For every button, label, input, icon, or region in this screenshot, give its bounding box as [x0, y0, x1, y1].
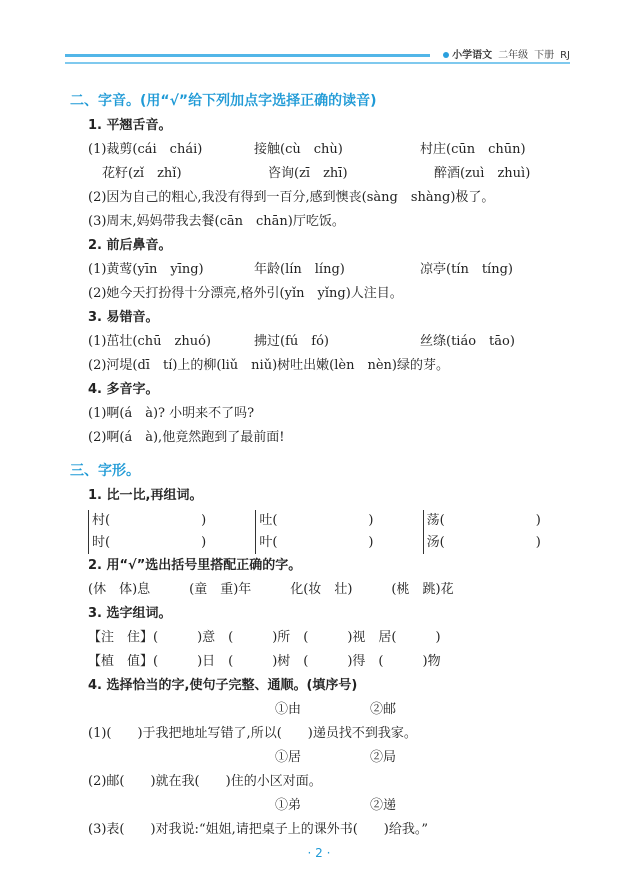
option: ②局: [370, 750, 397, 765]
compare-word: 时( ): [92, 535, 207, 550]
compare-word: 荡( ): [426, 513, 541, 528]
exercise-item: 凉亭(tín tíng): [420, 262, 513, 277]
compare-group: [70, 510, 590, 554]
bullet-dot-icon: [443, 52, 449, 58]
header-grade: 二年级: [498, 50, 529, 61]
sub-title-polyphone: 4. 多音字。: [88, 382, 159, 397]
section-glyph-title: 三、字形。: [70, 463, 140, 479]
worksheet-content: [70, 88, 590, 842]
exercise-item: 花籽(zǐ zhǐ): [102, 166, 182, 181]
option: ②递: [370, 798, 397, 813]
exercise-item: 醉酒(zuì zhuì): [434, 166, 531, 181]
exercise-line: (2)邮( )就在我( )住的小区对面。: [88, 774, 322, 789]
option: ①由: [275, 702, 302, 717]
exercise-row: [70, 162, 590, 186]
header-subject: 小学语文: [452, 50, 493, 61]
exercise-item: (1)茁壮(chū zhuó): [88, 334, 212, 349]
compare-pair: [423, 510, 590, 554]
option: ②邮: [370, 702, 397, 717]
compare-word: 叶( ): [259, 535, 374, 550]
page-header: [65, 42, 570, 72]
header-bar-bottom: [65, 62, 570, 64]
option-row: [70, 746, 590, 770]
sub-title-compare: 1. 比一比,再组词。: [88, 488, 203, 503]
exercise-line: (3)表( )对我说:“姐姐,请把桌子上的课外书( )给我。”: [88, 822, 429, 837]
header-meta: [437, 46, 570, 61]
option-row: [70, 698, 590, 722]
exercise-line: (2)啊(á à),他竟然跑到了最前面!: [88, 430, 285, 445]
exercise-item: 接触(cù chù): [254, 142, 343, 157]
exercise-item: (1)黄莺(yīn yīng): [88, 262, 204, 277]
compare-word: 吐( ): [259, 513, 374, 528]
compare-word: 汤( ): [426, 535, 541, 550]
exercise-line: 【注 住】( )意 ( )所 ( )视 居( ): [88, 630, 441, 645]
exercise-line: (3)周末,妈妈带我去餐(cān chān)厅吃饭。: [88, 214, 345, 229]
option: ①居: [275, 750, 302, 765]
exercise-line: (1)( )于我把地址写错了,所以( )递员找不到我家。: [88, 726, 417, 741]
exercise-item: 拂过(fú fó): [254, 334, 329, 349]
exercise-item: 咨询(zī zhī): [268, 166, 348, 181]
compare-word: 村( ): [92, 513, 207, 528]
sub-title-nasal: 2. 前后鼻音。: [88, 238, 172, 253]
sub-title-error-prone: 3. 易错音。: [88, 310, 159, 325]
exercise-item: 丝绦(tiáo tāo): [420, 334, 515, 349]
exercise-row: [70, 138, 590, 162]
compare-pair: [255, 510, 422, 554]
compare-pair: [88, 510, 255, 554]
exercise-row: [70, 258, 590, 282]
sub-title-flat-retroflex: 1. 平翘舌音。: [88, 118, 172, 133]
sub-title-choose-char: 3. 选字组词。: [88, 606, 172, 621]
exercise-row: [70, 330, 590, 354]
sub-title-tick-correct: 2. 用“√”选出括号里搭配正确的字。: [88, 558, 302, 573]
exercise-line: (2)河堤(dī tí)上的柳(liǔ niǔ)树吐出嫩(lèn nèn)绿的芽。: [88, 358, 449, 373]
header-edition: RJ: [560, 50, 570, 61]
sub-title-fill-number: 4. 选择恰当的字,使句子完整、通顺。(填序号): [88, 678, 358, 693]
exercise-item: 年龄(lín líng): [254, 262, 345, 277]
option: ①弟: [275, 798, 302, 813]
exercise-line: (2)因为自己的粗心,我没有得到一百分,感到懊丧(sàng shàng)极了。: [88, 190, 495, 205]
exercise-item: (1)裁剪(cái chái): [88, 142, 203, 157]
exercise-line: (休 体)息 (童 重)年 化(妆 壮) (桃 跳)花: [88, 582, 454, 597]
exercise-line: (1)啊(á à)? 小明来不了吗?: [88, 406, 255, 421]
exercise-item: 村庄(cūn chūn): [420, 142, 526, 157]
page-number: · 2 ·: [307, 846, 331, 860]
header-volume: 下册: [534, 50, 555, 61]
exercise-line: 【植 值】( )日 ( )树 ( )得 ( )物: [88, 654, 441, 669]
exercise-line: (2)她今天打扮得十分漂亮,格外引(yǐn yǐng)人注目。: [88, 286, 403, 301]
section-pronunciation-title: 二、字音。(用“√”给下列加点字选择正确的读音): [70, 93, 377, 109]
option-row: [70, 794, 590, 818]
header-bar-top: [65, 54, 430, 57]
